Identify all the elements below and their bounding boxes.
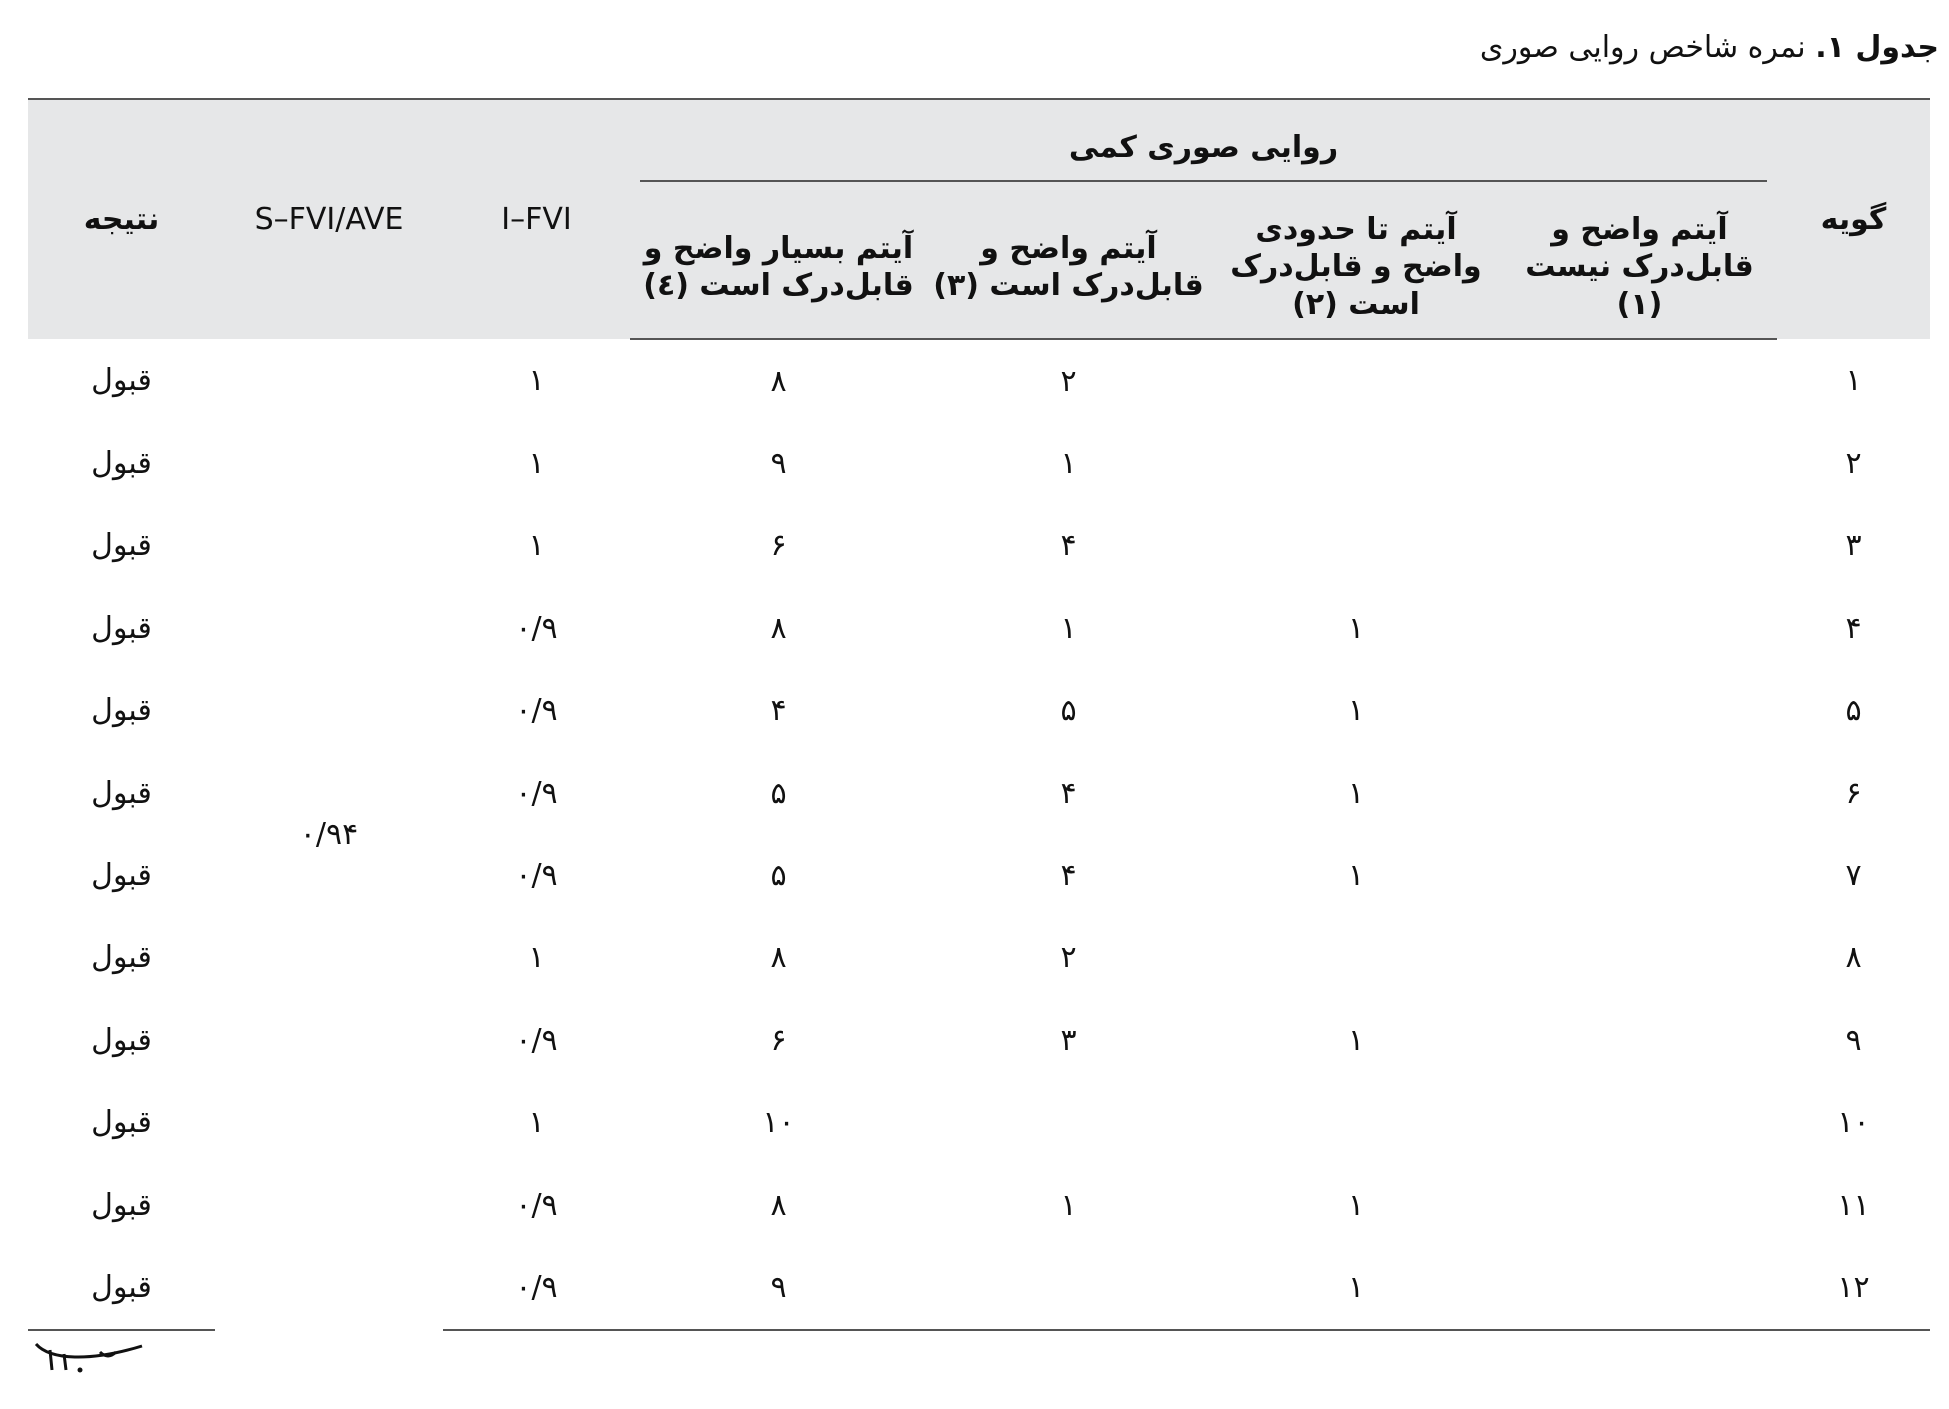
cell-col3: ۵: [1060, 693, 1077, 729]
cell-col2: ۱: [1347, 1187, 1365, 1223]
cell-col1: [1502, 670, 1777, 752]
cell-item: ۵: [1845, 693, 1862, 729]
header-sfvi: S–FVI/AVE: [215, 99, 443, 339]
header-ifvi: I–FVI: [443, 99, 630, 339]
caption-label: جدول ۱.: [1815, 30, 1939, 65]
cell-result: قبول: [91, 775, 152, 811]
cell-col2: ۱: [1210, 1246, 1502, 1329]
cell-ifvi: ۰/۹: [443, 1246, 630, 1329]
cell-col3: ۴: [1060, 858, 1077, 894]
table-body: [28, 339, 1930, 1330]
cell-col1: [1502, 505, 1777, 587]
cell-col4: ۱۰: [762, 1105, 795, 1141]
cell-result: قبول: [91, 1105, 152, 1141]
cell-col4: ۸: [770, 363, 787, 399]
cell-item: ۲: [1845, 446, 1862, 482]
cell-col2: ۱: [1347, 693, 1365, 729]
cell-col1: [1502, 1082, 1777, 1164]
cell-ifvi: ۰/۹: [515, 1187, 558, 1223]
cell-ifvi: ۰/۹: [515, 775, 558, 811]
cell-col3: ۴: [1060, 528, 1077, 564]
face-validity-table: [28, 98, 1930, 1331]
cell-item: ۹: [1845, 1022, 1862, 1058]
cell-col2: ۱: [1347, 1022, 1365, 1058]
cell-col2: [1210, 422, 1502, 504]
cell-col2: [1210, 505, 1502, 587]
cell-col2: [1210, 917, 1502, 999]
cell-result: قبول: [91, 446, 152, 482]
cell-col3: ۳: [1060, 1022, 1077, 1058]
cell-col1: [1502, 422, 1777, 504]
cell-col4: ۵: [770, 775, 787, 811]
table-caption: [1480, 30, 1939, 65]
cell-result: قبول: [91, 940, 152, 976]
salmand-logo: [30, 1330, 150, 1376]
cell-ifvi: ۱: [528, 528, 545, 564]
cell-col4: ۵: [770, 858, 787, 894]
cell-col1: [1502, 1246, 1777, 1329]
cell-col3: ۱: [1060, 1187, 1077, 1223]
cell-col1: [1502, 834, 1777, 916]
cell-item: ۴: [1845, 610, 1862, 646]
cell-col1: [1502, 917, 1777, 999]
cell-col3: ۲: [1060, 363, 1077, 399]
cell-col2: ۱: [1347, 775, 1365, 811]
cell-col3: [927, 1246, 1210, 1329]
cell-item: ۷: [1845, 858, 1862, 894]
cell-ifvi: ۱: [528, 940, 545, 976]
cell-col3: [927, 1082, 1210, 1164]
cell-col2: ۱: [1347, 858, 1365, 894]
header-col4: آیتم بسیار واضح و قابل‌درک است (٤): [630, 196, 927, 339]
cell-result: قبول: [91, 1187, 152, 1223]
cell-col3: ۴: [1060, 775, 1077, 811]
cell-item: ۳: [1845, 528, 1862, 564]
cell-col4: ۶: [770, 1022, 787, 1058]
cell-col1: [1502, 752, 1777, 834]
cell-col1: [1502, 999, 1777, 1081]
cell-col4: ۶: [770, 528, 787, 564]
cell-item: ۱۱: [1837, 1187, 1870, 1223]
caption-text: نمره شاخص روایی صوری: [1479, 30, 1806, 65]
cell-item: ۸: [1845, 940, 1862, 976]
table-row: [28, 339, 1930, 422]
cell-result: قبول: [91, 363, 152, 399]
cell-ifvi: ۱: [528, 1105, 545, 1141]
cell-result: قبول: [91, 528, 152, 564]
cell-col3: ۱: [1060, 610, 1077, 646]
cell-result: قبول: [91, 610, 152, 646]
header-item: گویه: [1777, 99, 1930, 339]
header-group-label: روایی صوری کمی: [640, 129, 1767, 183]
cell-result: قبول: [91, 1022, 152, 1058]
face-validity-table-container: [28, 98, 1930, 1331]
cell-col2: [1210, 1082, 1502, 1164]
cell-ifvi: ۰/۹: [515, 610, 558, 646]
cell-col1: [1502, 587, 1777, 669]
cell-col1: [1502, 1164, 1777, 1246]
cell-item: ۶: [1845, 775, 1862, 811]
cell-item: ۱: [1845, 363, 1862, 399]
cell-result: قبول: [91, 858, 152, 894]
cell-col4: ۸: [770, 1187, 787, 1223]
cell-col4: ۹: [770, 446, 787, 482]
header-col2: آیتم تا حدودی واضح و قابل‌درک است (۲): [1210, 196, 1502, 339]
cell-item: ۱۲: [1777, 1246, 1930, 1329]
cell-col2: ۱: [1347, 610, 1365, 646]
cell-ifvi: ۰/۹: [515, 693, 558, 729]
cell-ifvi: ۱: [528, 446, 545, 482]
header-col1: آیتم واضح و قابل‌درک نیست (۱): [1502, 196, 1777, 339]
cell-ifvi: ۰/۹: [515, 1022, 558, 1058]
cell-col1: [1502, 339, 1777, 422]
cell-col4: ۸: [770, 940, 787, 976]
cell-col4: ۸: [770, 610, 787, 646]
cell-sfvi: ۰/۹۴: [299, 816, 359, 852]
cell-result: قبول: [91, 693, 152, 729]
cell-col2: [1210, 339, 1502, 422]
cell-col4: ۹: [630, 1246, 927, 1329]
cell-col3: ۱: [1060, 446, 1077, 482]
cell-col3: ۲: [1060, 940, 1077, 976]
cell-col4: ۴: [770, 693, 787, 729]
header-result: نتیجه: [28, 99, 215, 339]
cell-result: قبول: [28, 1246, 215, 1329]
header-group: [630, 99, 1777, 196]
cell-ifvi: ۰/۹: [515, 858, 558, 894]
cell-ifvi: ۱: [528, 363, 545, 399]
header-col3: آیتم واضح و قابل‌درک است (۳): [927, 196, 1210, 339]
cell-item: ۱۰: [1837, 1105, 1870, 1141]
